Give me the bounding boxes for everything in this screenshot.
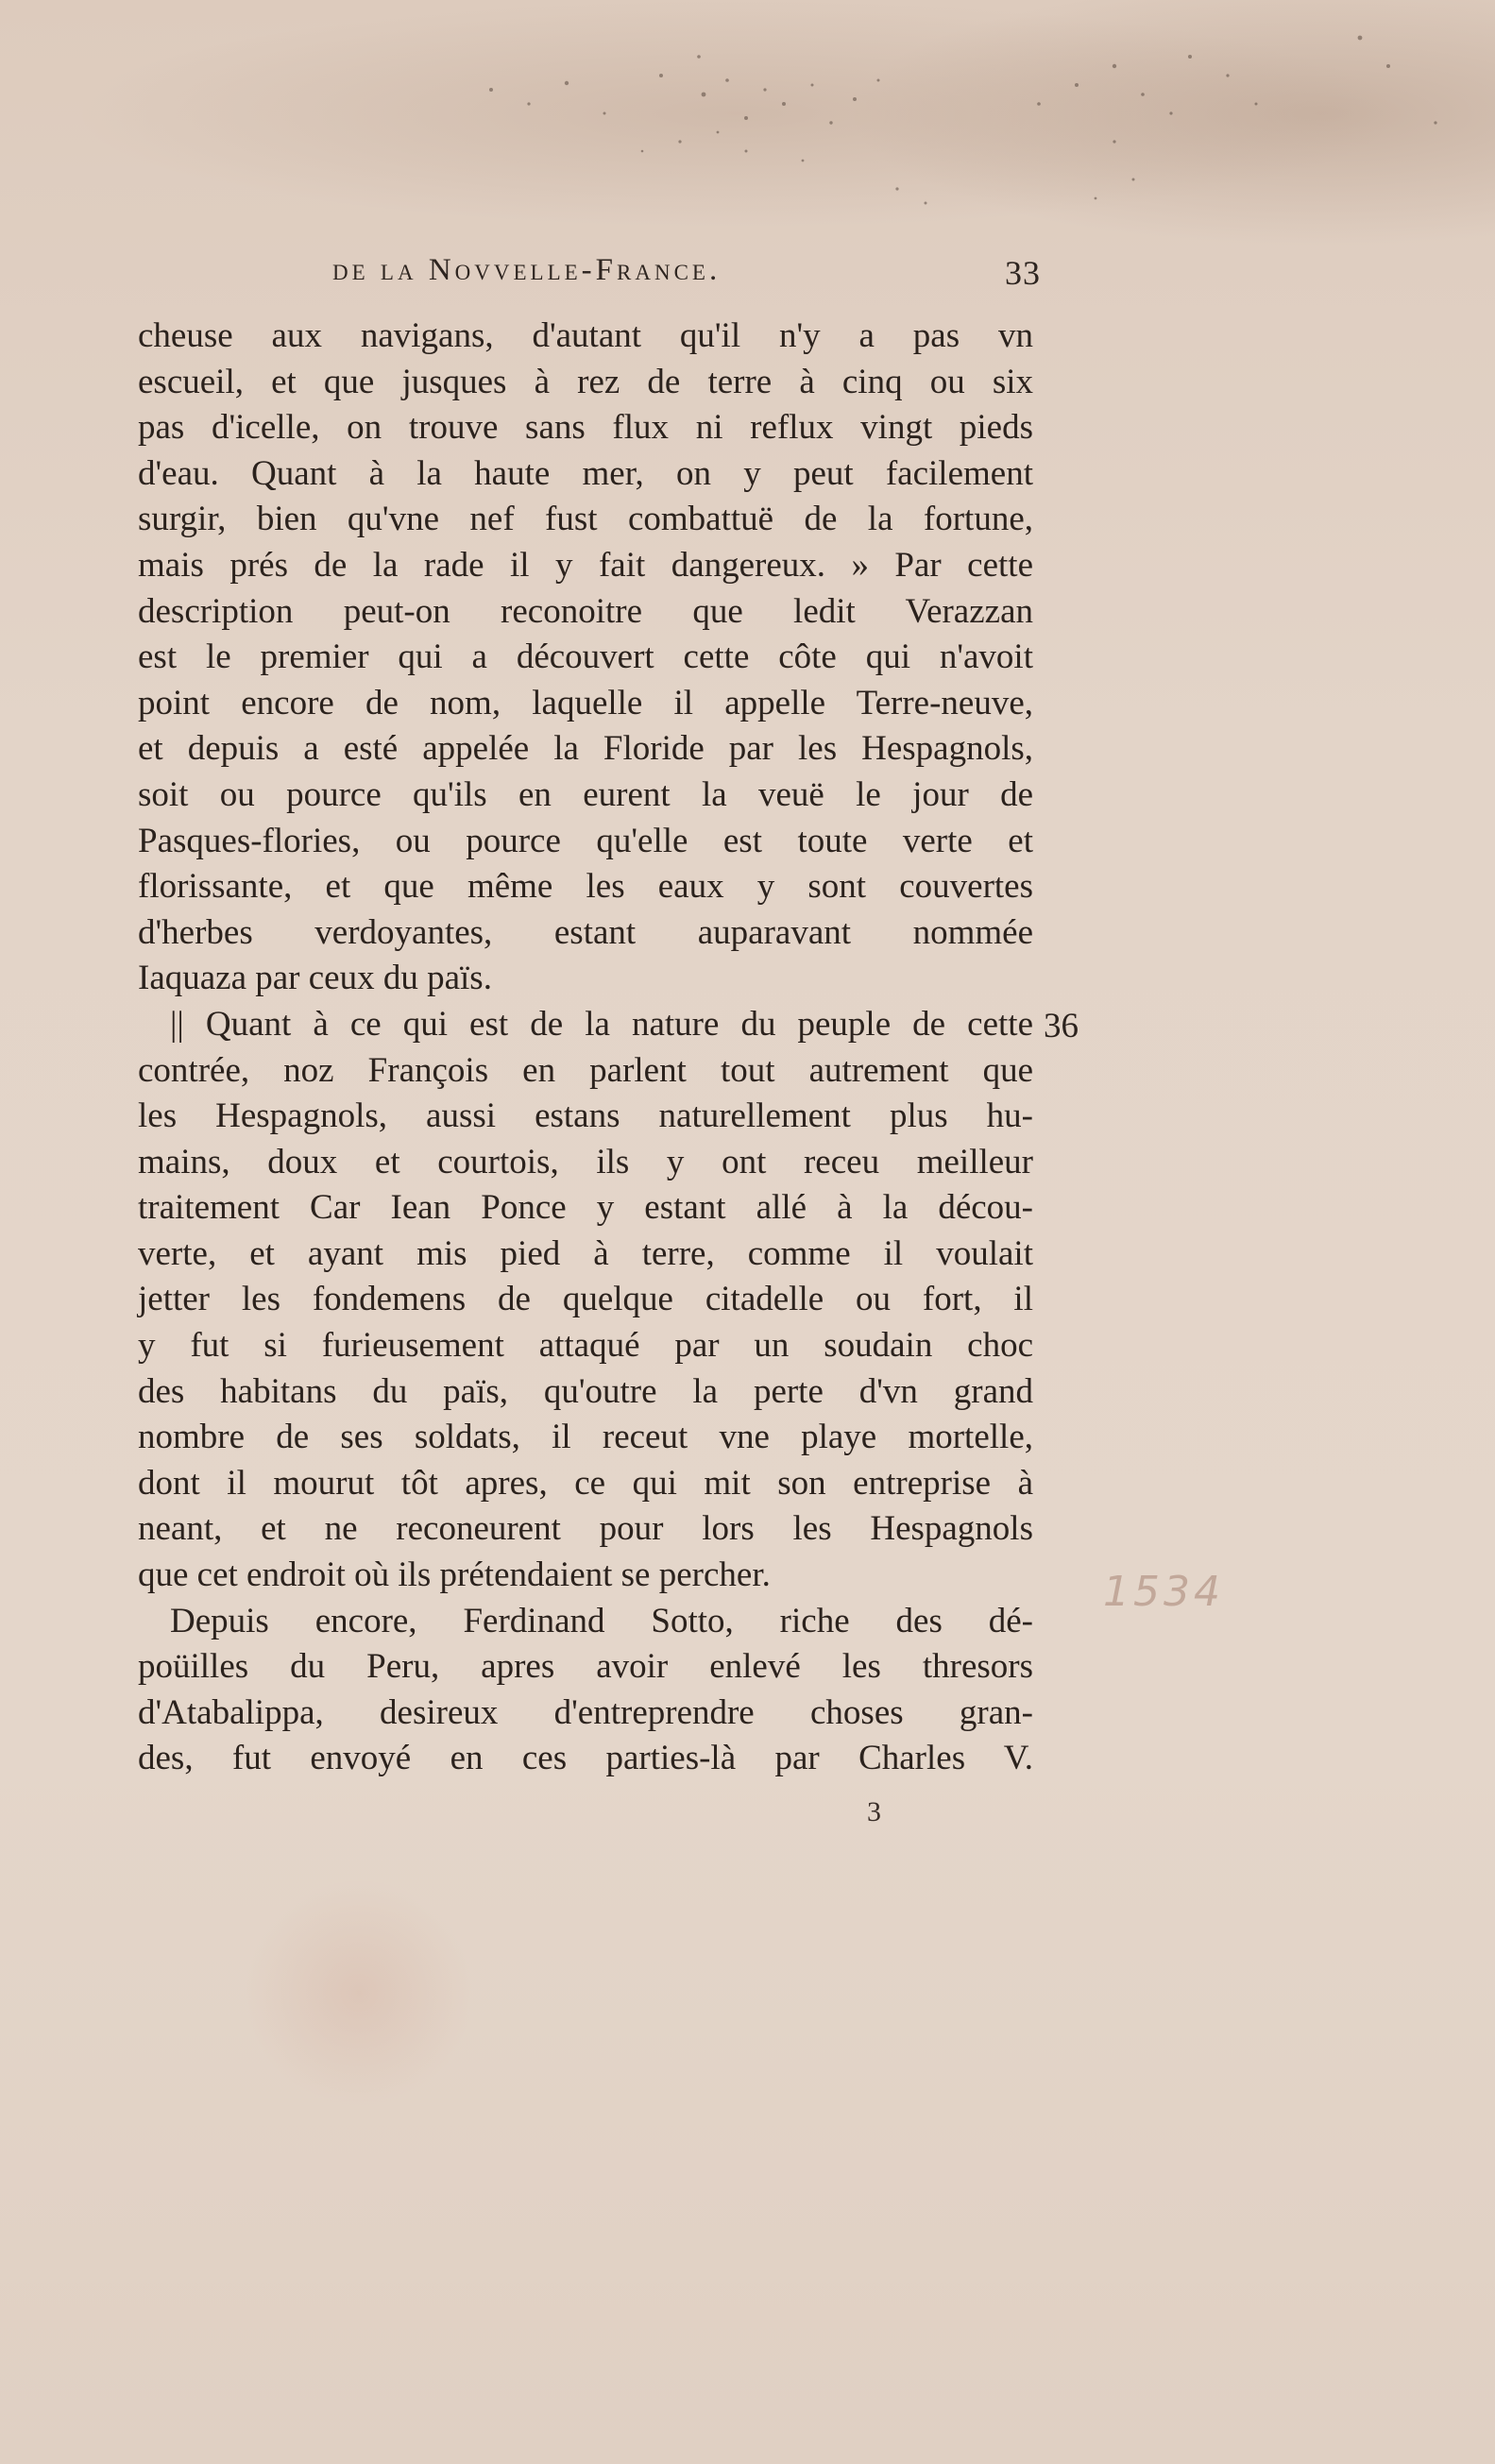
text-line: Pasques-flories, ou pource qu'elle est toute verte et [138,821,1033,860]
text-line: surgir, bien qu'vne nef fust combattuë de la fortune, [138,500,1033,539]
margin-page-reference: 36 [1044,1007,1079,1045]
text-line: les Hespagnols, aussi estans naturellement plus hu- [138,1096,1033,1136]
text-line: neant, et ne reconeurent pour lors les Hespagnols [138,1509,1033,1549]
margin-pencil-year: 1534 [1103,1568,1224,1616]
text-line: cheuse aux navigans, d'autant qu'il n'y a pas vn [138,316,1033,355]
running-head [332,247,1041,295]
text-line: et depuis a esté appelée la Floride par les Hespagnols, [138,729,1033,769]
body-text [138,314,1033,1782]
text-line: point encore de nom, laquelle il appelle Terre-neuve, [138,683,1033,722]
text-line: || Quant à ce qui est de la nature du peuple de cette [170,1004,1033,1044]
page-number: 33 [1005,254,1041,292]
text-line: contrée, noz François en parlent tout autrement que [138,1050,1033,1090]
foxing-stains [0,0,1495,283]
text-line: mais prés de la rade il y fait dangereux. » Par cette [138,545,1033,585]
text-line: escueil, et que jusques à rez de terre à cinq ou six [138,362,1033,401]
text-line: mains, doux et courtois, ils y ont receu meilleur [138,1142,1033,1181]
text-line: pas d'icelle, on trouve sans flux ni reflux vingt pieds [138,408,1033,448]
text-line: des habitans du païs, qu'outre la perte d'vn grand [138,1371,1033,1411]
text-line: dont il mourut tôt apres, ce qui mit son entreprise à [138,1463,1033,1503]
text-line: verte, et ayant mis pied à terre, comme il voulait [138,1233,1033,1273]
text-line: florissante, et que même les eaux y sont couvertes [138,867,1033,907]
text-line: que cet endroit où ils prétendaient se percher. [138,1555,771,1595]
text-line: d'herbes verdoyantes, estant auparavant nommée [138,912,1033,952]
running-title: de la Novvelle-France. [332,253,722,287]
text-line: des, fut envoyé en ces parties-là par Charles V. [138,1739,1033,1778]
text-line: traitement Car Iean Ponce y estant allé à la décou- [138,1188,1033,1228]
text-line: Iaquaza par ceux du païs. [138,959,492,998]
text-line: jetter les fondemens de quelque citadelle ou fort, il [138,1280,1033,1319]
text-line: d'Atabalippa, desireux d'entreprendre choses gran- [138,1692,1033,1732]
text-line: Depuis encore, Ferdinand Sotto, riche des dé- [170,1601,1033,1640]
text-line: y fut si furieusement attaqué par un soudain choc [138,1326,1033,1366]
text-line: soit ou pource qu'ils en eurent la veuë le jour de [138,774,1033,814]
text-line: est le premier qui a découvert cette côte qui n'avoit [138,637,1033,677]
text-line: nombre de ses soldats, il receut vne playe mortelle, [138,1418,1033,1457]
text-line: description peut-on reconoitre que ledit Verazzan [138,591,1033,631]
text-line: d'eau. Quant à la haute mer, on y peut facilement [138,453,1033,493]
text-line: poüilles du Peru, apres avoir enlevé les thresors [138,1647,1033,1687]
signature-mark: 3 [867,1796,881,1827]
